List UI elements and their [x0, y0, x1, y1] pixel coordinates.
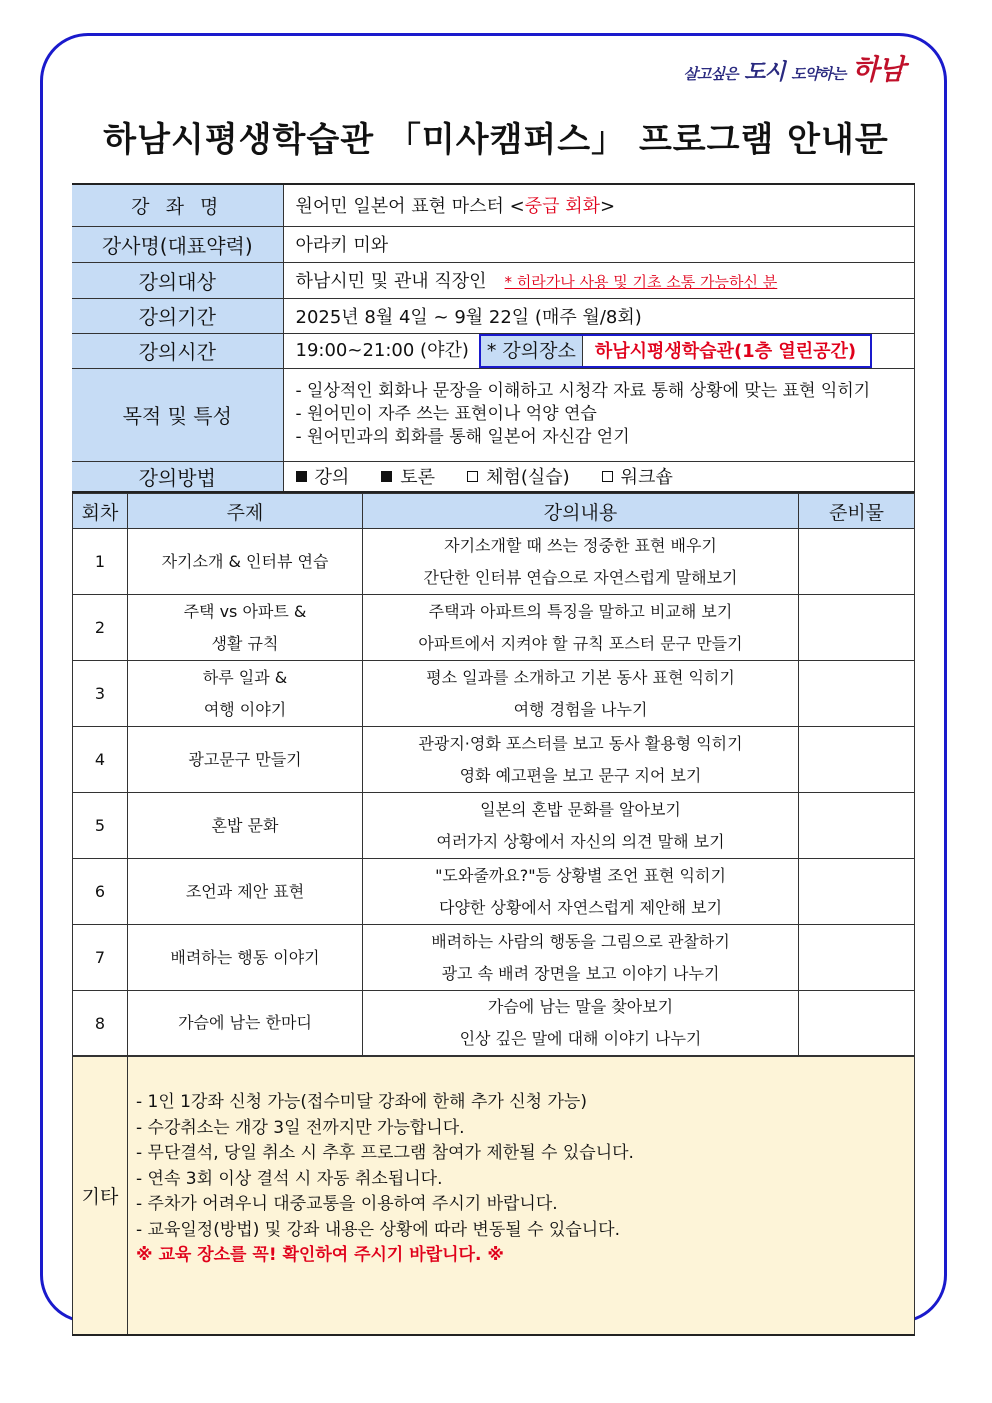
session-content — [363, 727, 799, 793]
session-no: 6 — [73, 859, 128, 925]
topic-line: 자기소개 & 인터뷰 연습 — [161, 551, 329, 571]
unchecked-box-icon — [602, 471, 613, 482]
session-row — [73, 529, 915, 595]
target-note: * 히라가나 사용 및 기초 소통 가능하신 분 — [504, 273, 778, 291]
topic-line: 생활 규칙 — [211, 633, 279, 653]
course-info-table — [72, 183, 915, 493]
unchecked-box-icon — [467, 471, 478, 482]
session-content — [363, 859, 799, 925]
session-topic — [128, 595, 363, 661]
target-value — [283, 262, 915, 298]
content-line: 간단한 인터뷰 연습으로 자연스럽게 말해보기 — [423, 567, 738, 587]
header-topic: 주제 — [128, 494, 363, 529]
goal-line-3: - 원어민과의 회화를 통해 일본어 자신감 얻기 — [295, 427, 630, 447]
slogan-text-1: 살고싶은 — [683, 65, 738, 83]
method-item — [296, 463, 350, 489]
session-no: 7 — [73, 925, 128, 991]
time-value — [283, 333, 915, 368]
session-materials — [799, 529, 915, 595]
session-content — [363, 991, 799, 1056]
content-line: 일본의 혼밥 문화를 알아보기 — [480, 799, 681, 819]
period-value: 2025년 8월 4일 ~ 9월 22일 (매주 월/8회) — [283, 298, 915, 333]
course-name-value — [283, 184, 915, 226]
session-topic — [128, 793, 363, 859]
content-line: 영화 예고편을 보고 문구 지어 보기 — [459, 765, 702, 785]
topic-line: 혼밥 문화 — [211, 815, 279, 835]
etc-row — [73, 1057, 915, 1336]
session-no: 4 — [73, 727, 128, 793]
method-label-text: 워크숍 — [620, 467, 673, 488]
content-line: 평소 일과를 소개하고 기본 동사 표현 익히기 — [426, 667, 735, 687]
session-content — [363, 793, 799, 859]
session-topic — [128, 529, 363, 595]
content-line: 여러가지 상황에서 자신의 의견 말해 보기 — [436, 831, 725, 851]
method-item — [381, 463, 435, 489]
session-content — [363, 925, 799, 991]
slogan-text-4: 하남 — [851, 53, 904, 86]
session-row — [73, 727, 915, 793]
place-label: * 강의장소 — [481, 336, 583, 366]
content-line: 다양한 상황에서 자연스럽게 제안해 보기 — [438, 897, 723, 917]
content-line: 주택과 아파트의 특징을 말하고 비교해 보기 — [428, 601, 733, 621]
session-no: 1 — [73, 529, 128, 595]
goal-line-2: - 원어민이 자주 쓰는 표현이나 억양 연습 — [295, 404, 597, 424]
topic-line: 하루 일과 & — [202, 667, 288, 687]
instructor-value: 아라키 미와 — [283, 226, 915, 262]
etc-note: - 교육일정(방법) 및 강좌 내용은 상황에 따라 변동될 수 있습니다. — [136, 1219, 620, 1240]
place-value: 하남시평생학습관(1층 열린공간) — [594, 340, 857, 362]
content-line: 인상 깊은 말에 대해 이야기 나누기 — [459, 1029, 702, 1048]
content-line: 관광지·영화 포스터를 보고 동사 활용형 익히기 — [418, 733, 743, 753]
session-materials — [799, 793, 915, 859]
etc-table — [72, 1056, 915, 1336]
session-materials — [799, 991, 915, 1056]
content-line: 아파트에서 지켜야 할 규칙 포스터 문구 만들기 — [418, 633, 743, 653]
method-label-text: 체험(실습) — [486, 467, 570, 488]
goal-row — [72, 368, 915, 461]
session-row — [73, 859, 915, 925]
etc-note: - 무단결석, 당일 취소 시 추후 프로그램 참여가 제한될 수 있습니다. — [136, 1143, 634, 1163]
etc-label: 기타 — [73, 1057, 128, 1336]
session-topic — [128, 727, 363, 793]
session-content — [363, 529, 799, 595]
instructor-label: 강사명(대표약력) — [72, 226, 283, 262]
etc-notes — [128, 1057, 915, 1336]
session-no: 8 — [73, 991, 128, 1056]
session-row — [73, 991, 915, 1056]
course-level: 중급 회화 — [524, 196, 601, 218]
method-item — [467, 463, 570, 489]
session-row — [73, 661, 915, 727]
session-content — [363, 595, 799, 661]
level-bracket-open: < — [509, 196, 525, 218]
topic-line: 배려하는 행동 이야기 — [170, 947, 320, 967]
method-value — [283, 461, 915, 492]
session-materials — [799, 859, 915, 925]
time-row — [72, 333, 915, 368]
checked-box-icon — [381, 471, 392, 482]
content-line: 광고 속 배려 장면을 보고 이야기 나누기 — [441, 963, 720, 983]
content-line: "도와줄까요?"등 상황별 조언 표현 익히기 — [435, 865, 726, 885]
header-session-no: 회차 — [73, 494, 128, 529]
period-row — [72, 298, 915, 333]
session-header-row — [73, 494, 915, 529]
session-no: 3 — [73, 661, 128, 727]
course-name-label: 강 좌 명 — [72, 184, 283, 226]
session-materials — [799, 925, 915, 991]
etc-note: - 연속 3회 이상 결석 시 자동 취소됩니다. — [136, 1168, 443, 1189]
session-topic — [128, 859, 363, 925]
place-box — [479, 334, 872, 368]
content-line: 여행 경험을 나누기 — [513, 699, 648, 719]
checked-box-icon — [296, 471, 307, 482]
session-row — [73, 793, 915, 859]
etc-note: - 수강취소는 개강 3일 전까지만 가능합니다. — [136, 1117, 465, 1138]
course-name-text: 원어민 일본어 표현 마스터 — [295, 196, 510, 218]
method-item — [602, 463, 673, 489]
time-label: 강의시간 — [72, 333, 283, 368]
session-topic — [128, 925, 363, 991]
session-topic — [128, 991, 363, 1056]
session-materials — [799, 595, 915, 661]
session-materials — [799, 727, 915, 793]
header-content: 강의내용 — [363, 494, 799, 529]
topic-line: 여행 이야기 — [203, 699, 287, 719]
topic-line: 조언과 제안 표현 — [185, 881, 305, 901]
etc-note: - 1인 1강좌 신청 가능(접수미달 강좌에 한해 추가 신청 가능) — [136, 1092, 587, 1112]
session-no: 2 — [73, 595, 128, 661]
session-materials — [799, 661, 915, 727]
page-title: 하남시평생학습관 「미사캠퍼스」 프로그램 안내문 — [103, 120, 889, 160]
target-row — [72, 262, 915, 298]
topic-line: 가슴에 남는 한마디 — [178, 1013, 312, 1032]
goal-value — [283, 368, 915, 461]
etc-note: - 주차가 어려우니 대중교통을 이용하여 주시기 바랍니다. — [136, 1194, 558, 1214]
time-text: 19:00~21:00 (야간) — [295, 339, 469, 361]
topic-line: 광고문구 만들기 — [188, 749, 302, 769]
session-row — [73, 595, 915, 661]
method-label: 강의방법 — [72, 461, 283, 492]
method-label-text: 강의 — [314, 467, 350, 488]
content-line: 배려하는 사람의 행동을 그림으로 관찰하기 — [431, 931, 730, 951]
instructor-row — [72, 226, 915, 262]
content-line: 가슴에 남는 말을 찾아보기 — [487, 997, 674, 1016]
target-text: 하남시민 및 관내 직장인 — [295, 271, 487, 292]
header-materials: 준비물 — [799, 494, 915, 529]
city-slogan-logo — [683, 48, 904, 88]
session-topic — [128, 661, 363, 727]
goal-line-1: - 일상적인 회화나 문장을 이해하고 시청각 자료 통해 상황에 맞는 표현 익히기 — [295, 381, 871, 401]
slogan-text-3: 도약하는 — [791, 65, 846, 83]
method-row — [72, 461, 915, 492]
period-label: 강의기간 — [72, 298, 283, 333]
goal-label: 목적 및 특성 — [72, 368, 283, 461]
method-label-text: 토론 — [400, 467, 436, 488]
topic-line: 주택 vs 아파트 & — [183, 601, 307, 621]
level-bracket-close: > — [600, 196, 616, 218]
etc-emphasis: ※ 교육 장소를 꼭! 확인하여 주시기 바랍니다. ※ — [136, 1245, 504, 1265]
content-line: 자기소개할 때 쓰는 정중한 표현 배우기 — [444, 535, 717, 555]
session-content — [363, 661, 799, 727]
session-table — [72, 493, 915, 1056]
target-label: 강의대상 — [72, 262, 283, 298]
session-row — [73, 925, 915, 991]
session-no: 5 — [73, 793, 128, 859]
course-name-row — [72, 184, 915, 226]
slogan-text-2: 도시 — [744, 60, 785, 85]
